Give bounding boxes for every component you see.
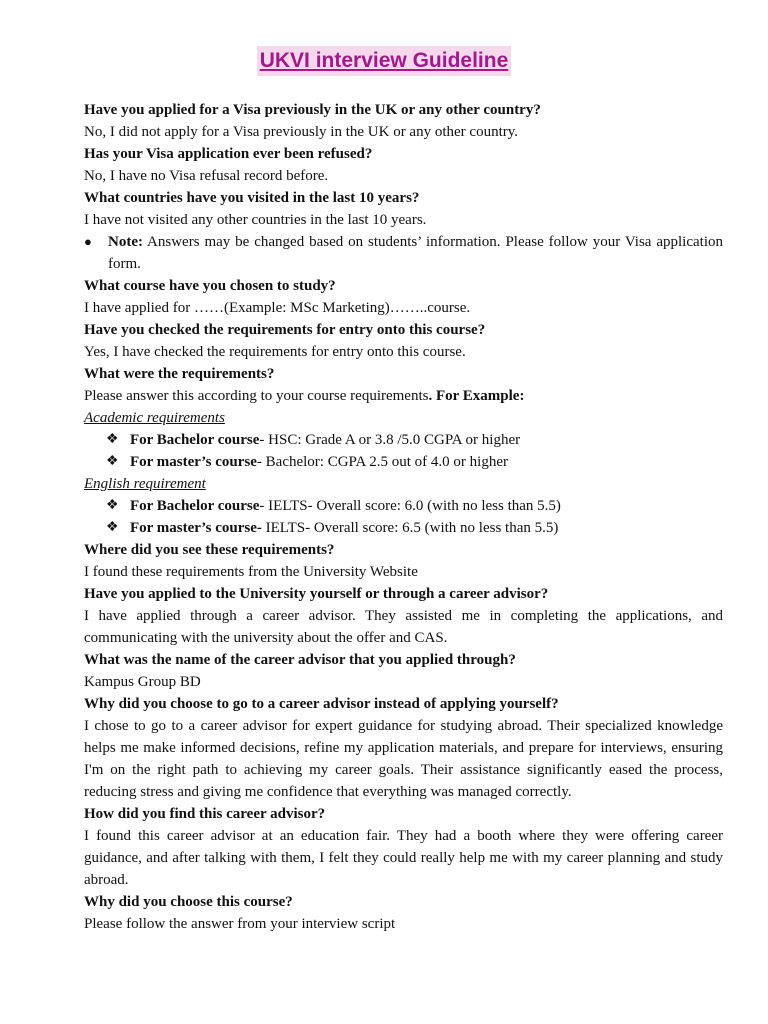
diamond-bullet-icon: ❖: [106, 498, 119, 513]
english-requirement-label: English requirement: [84, 476, 206, 492]
diamond-bullet-icon: ❖: [106, 454, 119, 469]
english-item-master: [84, 517, 723, 539]
question-1: Have you applied for a Visa previously in the UK or any other country?: [84, 102, 541, 118]
academic-requirements-label: Academic requirements: [84, 410, 225, 426]
question-5: Have you checked the requirements for entry onto this course?: [84, 322, 486, 338]
english-item-master-label: For master’s course-: [130, 520, 262, 536]
bullet-dot-icon: ●: [84, 234, 92, 249]
answer-4: I have applied for ……(Example: MSc Marketing)……..course.: [84, 300, 471, 316]
question-9: What was the name of the career advisor that you applied through?: [84, 652, 516, 668]
question-10: Why did you choose to go to a career advisor instead of applying yourself?: [84, 696, 559, 712]
academic-item-bachelor-label: For Bachelor course: [130, 432, 260, 448]
academic-item-master: [84, 451, 723, 473]
question-11: How did you find this career advisor?: [84, 806, 326, 822]
answer-8: I have applied through a career advisor. They assisted me in completing the applications, and communicating with the university about the offer and CAS.: [84, 608, 723, 646]
note-label: Note:: [108, 234, 143, 250]
answer-6-text: Please answer this according to your course requirements: [84, 388, 429, 404]
note-text: Answers may be changed based on students’ information. Please follow your Visa application form.: [108, 234, 723, 272]
question-4: What course have you chosen to study?: [84, 278, 336, 294]
diamond-bullet-icon: ❖: [106, 432, 119, 447]
question-12: Why did you choose this course?: [84, 894, 293, 910]
answer-6: [84, 385, 723, 407]
question-7: Where did you see these requirements?: [84, 542, 335, 558]
question-6: What were the requirements?: [84, 366, 275, 382]
question-2: Has your Visa application ever been refused?: [84, 146, 373, 162]
answer-5: Yes, I have checked the requirements for entry onto this course.: [84, 344, 466, 360]
academic-item-master-label: For master’s course: [130, 454, 257, 470]
answer-11: I found this career advisor at an education fair. They had a booth where they were offering career guidance, and after talking with them, I felt they could really help me with my career planning and study abroad.: [84, 828, 723, 888]
answer-2: No, I have no Visa refusal record before.: [84, 168, 329, 184]
question-8: Have you applied to the University yourself or through a career advisor?: [84, 586, 549, 602]
title-wrap: [0, 46, 768, 76]
english-item-bachelor-label: For Bachelor course: [130, 498, 260, 514]
academic-item-master-text: - Bachelor: CGPA 2.5 out of 4.0 or higher: [256, 454, 508, 470]
answer-9: Kampus Group BD: [84, 674, 201, 690]
answer-1: No, I did not apply for a Visa previously in the UK or any other country.: [84, 124, 519, 140]
academic-item-bachelor: [84, 429, 723, 451]
answer-6-example: . For Example:: [428, 388, 525, 404]
english-item-bachelor-text: - IELTS- Overall score: 6.0 (with no less than 5.5): [259, 498, 561, 514]
english-item-bachelor: [84, 495, 723, 517]
note-item: [84, 231, 723, 275]
answer-12: Please follow the answer from your interview script: [84, 916, 396, 932]
question-3: What countries have you visited in the last 10 years?: [84, 190, 420, 206]
answer-7: I found these requirements from the University Website: [84, 564, 418, 580]
page-title: UKVI interview Guideline: [257, 46, 512, 76]
document-body: [84, 99, 723, 935]
english-item-master-text: IELTS- Overall score: 6.5 (with no less than 5.5): [261, 520, 559, 536]
answer-3: I have not visited any other countries in the last 10 years.: [84, 212, 427, 228]
academic-item-bachelor-text: - HSC: Grade A or 3.8 /5.0 CGPA or higher: [259, 432, 521, 448]
diamond-bullet-icon: ❖: [106, 520, 119, 535]
answer-10: I chose to go to a career advisor for expert guidance for studying abroad. Their specialized knowledge helps me make informed decisions, refine my application materials, and prepare for interviews, ensuring I'm on the right path to achieving my career goals. Their assistance significantly eased the process, reducing stress and giving me confidence that everything was managed correctly.: [84, 718, 723, 800]
